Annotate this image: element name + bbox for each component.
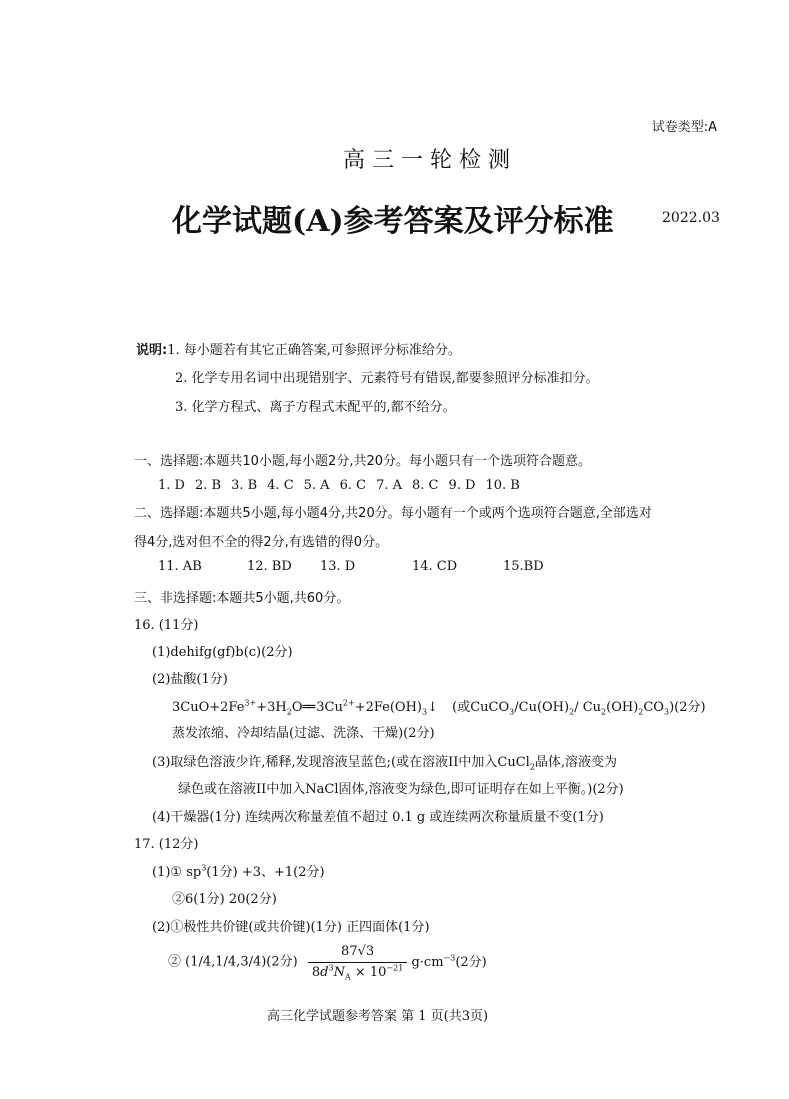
- density-fraction: [308, 943, 407, 982]
- q17-part2a: (2)①极性共价键(或共价键)(1分) 正四面体(1分): [152, 920, 430, 935]
- answer-item: 7. A: [376, 478, 402, 493]
- answer-item: 14. CD: [412, 559, 458, 574]
- answer-item: 2. B: [194, 478, 222, 493]
- note-item: 1. 每小题若有其它正确答案,可参照评分标准给分。: [167, 343, 461, 358]
- ionic-equation: $3CuO+2Fe^{3+}+3H_2O══$ $3Cu^{2+}+2Fe(OH)_3↓$: [172, 698, 438, 717]
- q16-part2-step: 蒸发浓缩、冷却结晶(过滤、洗涤、干燥)(2分): [172, 726, 435, 741]
- q16-eq-score: (2分): [674, 700, 706, 715]
- answer-item: 6. C: [339, 478, 367, 493]
- answer-item: 3. B: [231, 478, 258, 493]
- answer-item: 8. C: [412, 478, 439, 493]
- note-item: 2. 化学专用名词中出现错别字、元素符号有错误,都要参照评分标准扣分。: [175, 371, 599, 386]
- q17-p2b-text: ② (1/4,1/4,3/4)(2分): [168, 954, 298, 970]
- paper-type: 试卷类型:A: [651, 120, 717, 135]
- q16-part3-line1: (3)取绿色溶液少许,稀释,发现溶液呈蓝色;(或在溶液II中加入CuCl$_2$晶体,溶液变为: [152, 755, 618, 772]
- q16-part1: (1)dehifg(gf)b(c)(2分): [152, 645, 293, 660]
- page-footer: 高三化学试题参考答案 第 1 页(共3页): [267, 1009, 489, 1024]
- section3-heading: 三、非选择题:本题共5小题,共60分。: [134, 591, 350, 606]
- q16-alt-prefix: (或: [452, 700, 471, 715]
- q16-title: 16. (11分): [134, 618, 199, 633]
- section2-heading-line2: 得4分,选对但不全的得2分,有选错的得0分。: [134, 535, 389, 550]
- q17-p1a-suffix: (1分) +3、+1(2分): [206, 865, 325, 880]
- answer-item: 15.BD: [503, 559, 544, 574]
- q17-title: 17. (12分): [134, 837, 199, 852]
- q16-p3-tail: 晶体,溶液变为: [534, 755, 618, 770]
- section1-heading: 一、选择题:本题共10小题,每小题2分,共20分。每小题只有一个选项符合题意。: [134, 454, 591, 469]
- answer-item: 10. B: [485, 478, 520, 493]
- note-item: 3. 化学方程式、离子方程式未配平的,都不给分。: [175, 400, 456, 415]
- notes-line-1: [136, 339, 461, 358]
- exam-name: 高三一轮检测: [343, 148, 518, 173]
- q17-p1a-prefix: (1)① sp: [152, 865, 202, 880]
- q16-part3-line2: 绿色或在溶液II中加入NaCl固体,溶液变为绿色,即可证明存在如上平衡。)(2分): [178, 782, 624, 797]
- answer-item: 13. D: [320, 559, 356, 574]
- answer-item: 4. C: [267, 478, 294, 493]
- q17-part1b: ②6(1分) 20(2分): [172, 892, 277, 907]
- answer-item: 9. D: [448, 478, 476, 493]
- page-title: 化学试题(A)参考答案及评分标准: [172, 204, 614, 239]
- section1-answers: [158, 478, 520, 493]
- answer-item: 5. A: [303, 478, 330, 493]
- answer-item: 1. D: [158, 478, 185, 493]
- q16-equation: [172, 696, 706, 715]
- section2-heading-line1: 二、选择题:本题共5小题,每小题4分,共20分。每小题有一个或两个选项符合题意,全部选对: [134, 506, 652, 521]
- q16-part2: (2)盐酸(1分): [152, 672, 228, 687]
- alt-reagents: $CuCO_3/Cu(OH)_2/$ $Cu_2(OH)_2CO_3$): [470, 700, 675, 717]
- q17-part2b: [168, 943, 487, 982]
- answer-item: 11. AB: [158, 559, 202, 574]
- notes-label: 说明:: [136, 343, 168, 358]
- q16-part4: (4)干燥器(1分) 连续两次称量差值不超过 0.1 g 或连续两次称量质量不变(1分): [152, 810, 604, 825]
- fraction-denominator: $8d^3N_A \times 10^{-21}$: [311, 963, 404, 982]
- q16-p3-text: (3)取绿色溶液少许,稀释,发现溶液呈蓝色;(或在溶液II中加入CuCl: [152, 755, 530, 770]
- q17-part1a: (1)① $sp^3(1$分) +3、+1(2分): [152, 863, 325, 880]
- density-unit: $g\cdot cm^{-3}(2$分): [411, 953, 487, 970]
- title-date: 2022.03: [662, 210, 720, 226]
- answer-item: 12. BD: [247, 559, 292, 574]
- fraction-numerator: 87√3: [308, 943, 407, 963]
